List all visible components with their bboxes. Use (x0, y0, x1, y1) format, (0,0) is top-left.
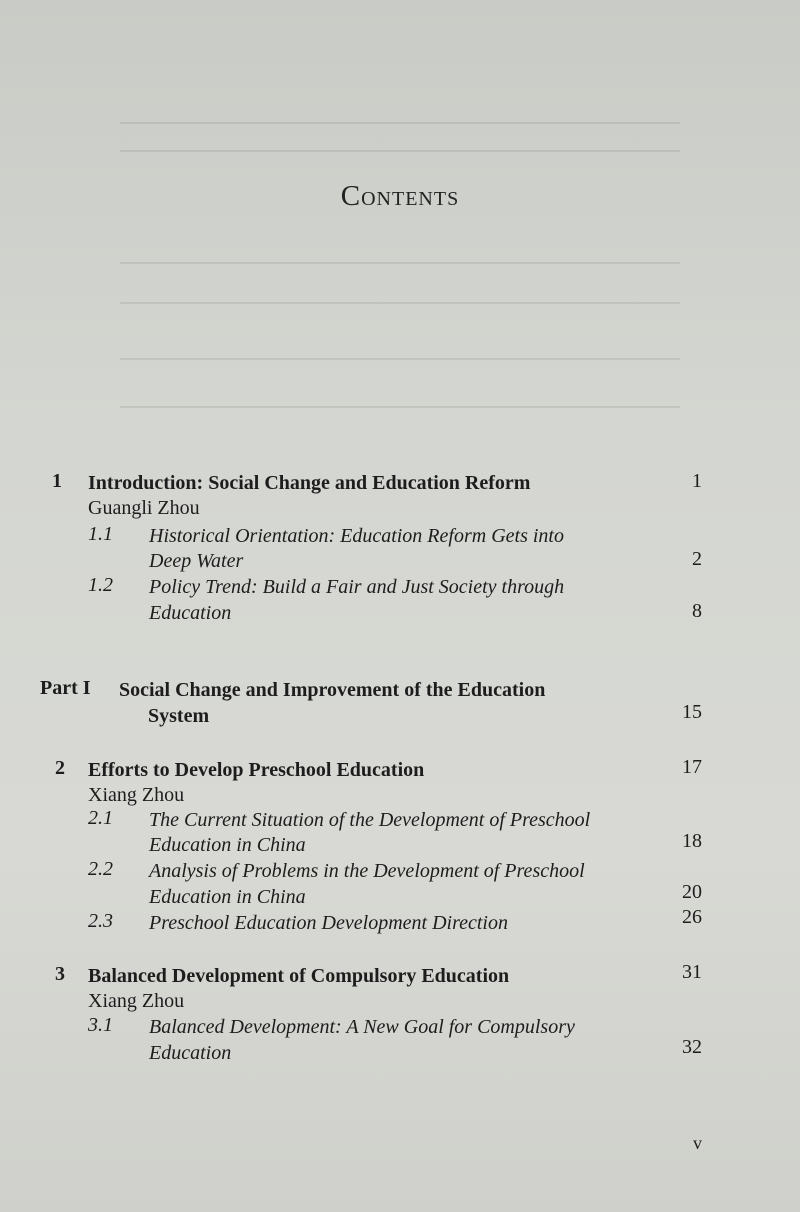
chapter-title: Efforts to Develop Preschool Education (88, 759, 425, 781)
show-through-line (120, 150, 680, 152)
section-number: 2.2 (88, 858, 113, 880)
section-number: 2.3 (88, 910, 113, 932)
chapter-title: Introduction: Social Change and Education Reform (88, 472, 531, 494)
section-title-line-1: Policy Trend: Build a Fair and Just Society through (149, 576, 565, 598)
section-title-line-1: Analysis of Problems in the Development of Preschool (149, 860, 585, 882)
page-number: 8 (692, 600, 702, 622)
section-title-line-2: Education in China (149, 886, 306, 908)
chapter-author: Xiang Zhou (88, 990, 185, 1012)
page-title: Contents (340, 180, 460, 212)
section-number: 1.1 (88, 523, 113, 545)
section-title-line-2: Education (149, 602, 232, 624)
section-title: Preschool Education Development Direction (149, 912, 508, 934)
page-number: 32 (682, 1036, 702, 1058)
page-number: 26 (682, 906, 702, 928)
show-through-line (120, 302, 680, 304)
page-number: 1 (692, 470, 702, 492)
chapter-title: Balanced Development of Compulsory Education (88, 965, 510, 987)
page-number: 15 (682, 701, 702, 723)
page-number: 31 (682, 961, 702, 983)
section-title-line-2: Deep Water (149, 550, 244, 572)
page-number: 18 (682, 830, 702, 852)
section-title-line-1: Historical Orientation: Education Reform Gets into (149, 525, 564, 547)
show-through-line (120, 358, 680, 360)
chapter-author: Xiang Zhou (88, 784, 185, 806)
section-title-line-2: Education in China (149, 834, 306, 856)
section-number: 1.2 (88, 574, 113, 596)
part-title-line-1: Social Change and Improvement of the Education (119, 679, 546, 701)
page-number: 2 (692, 548, 702, 570)
section-number: 3.1 (88, 1014, 113, 1036)
show-through-line (120, 122, 680, 124)
section-title-line-2: Education (149, 1042, 232, 1064)
show-through-line (120, 406, 680, 408)
section-number: 2.1 (88, 807, 113, 829)
page-number: 17 (682, 756, 702, 778)
chapter-author: Guangli Zhou (88, 497, 200, 519)
page-folio: v (693, 1133, 702, 1153)
section-title-line-1: Balanced Development: A New Goal for Compulsory (149, 1016, 575, 1038)
chapter-number: 1 (52, 470, 62, 492)
page-number: 20 (682, 881, 702, 903)
part-title-line-2: System (148, 705, 210, 727)
show-through-line (120, 262, 680, 264)
section-title-line-1: The Current Situation of the Development of Preschool (149, 809, 591, 831)
chapter-number: 2 (55, 757, 65, 779)
part-label: Part I (40, 677, 91, 699)
chapter-number: 3 (55, 963, 65, 985)
